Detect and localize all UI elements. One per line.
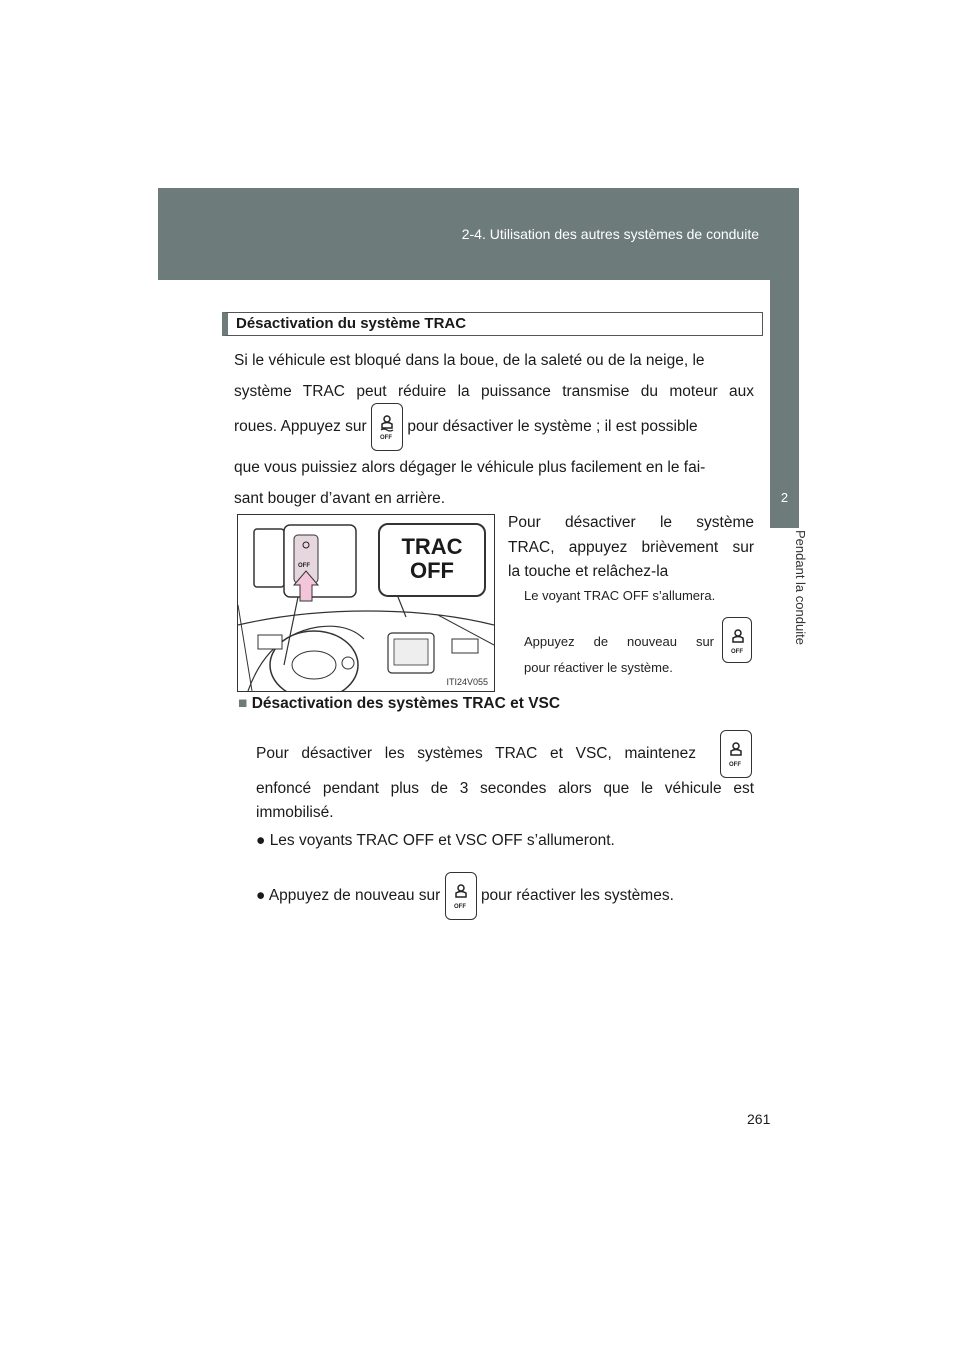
chapter-number: 2 — [780, 490, 789, 505]
chapter-title: 2-4. Utilisation des autres systèmes de conduite — [461, 226, 759, 242]
bullet-2b-text: pour réactiver les systèmes. — [480, 887, 674, 905]
intro-line-3a: roues. Appuyez sur — [234, 418, 367, 435]
note-2a: Appuyez de nouveau sur — [524, 634, 714, 649]
subsection-line-2: enfoncé pendant plus de 3 secondes alors que le véhicule est — [256, 780, 754, 797]
svg-text:OFF: OFF — [453, 904, 466, 909]
callout-line-2: OFF — [410, 558, 454, 583]
page-number: 261 — [747, 1111, 771, 1127]
step1-line-3: la touche et relâchez-la — [508, 563, 669, 580]
intro-line-4: que vous puissiez alors dégager le véhicule plus facilement en le fai- — [234, 459, 706, 476]
step1-line-1: Pour désactiver le système — [508, 514, 754, 531]
subsection-title: Désactivation des systèmes TRAC et VSC — [251, 695, 561, 712]
svg-text:OFF: OFF — [298, 563, 310, 569]
vsc-off-icon — [445, 872, 477, 920]
bullet-marker: ● — [256, 887, 266, 905]
note-1: Le voyant TRAC OFF s’allumera. — [524, 588, 716, 603]
bullet-1-text: Les voyants TRAC OFF et VSC OFF s’allumeront. — [269, 832, 615, 849]
intro-line-5: sant bouger d’avant en arrière. — [234, 490, 446, 507]
chapter-tab — [770, 462, 799, 528]
intro-line-3 — [234, 402, 754, 452]
vsc-off-icon — [371, 403, 403, 451]
intro-line-3b: pour désactiver le système ; il est possible — [407, 418, 698, 435]
callout-line-1: TRAC — [401, 534, 463, 559]
figure-code: ITI24V055 — [446, 677, 488, 687]
step1-line-2: TRAC, appuyez brièvement sur — [508, 539, 754, 556]
header-band — [158, 188, 799, 280]
svg-text:OFF: OFF — [380, 434, 393, 440]
section-title-box — [222, 312, 763, 336]
intro-line-2: système TRAC peut réduire la puissance transmise du moteur aux — [234, 383, 754, 400]
subsection-line-1: Pour désactiver les systèmes TRAC et VSC, maintenez — [256, 745, 696, 762]
subsection-line-3: immobilisé. — [256, 804, 334, 821]
chapter-label: Pendant la conduite — [793, 530, 808, 645]
subsection-heading — [238, 695, 560, 713]
subsection-marker: ■ — [238, 695, 248, 712]
bullet-marker: ● — [256, 832, 266, 849]
note-2b: pour réactiver le système. — [524, 660, 673, 675]
intro-line-1: Si le véhicule est bloqué dans la boue, de la saleté ou de la neige, le — [234, 352, 705, 369]
side-tab-bar — [770, 280, 799, 462]
vsc-off-icon — [720, 730, 752, 778]
bullet-2a-text: Appuyez de nouveau sur — [268, 887, 441, 905]
trac-off-indicator-callout — [378, 523, 486, 597]
section-title: Désactivation du système TRAC — [236, 315, 467, 332]
vsc-off-icon — [722, 617, 752, 663]
svg-text:OFF: OFF — [731, 649, 743, 654]
svg-text:OFF: OFF — [729, 762, 741, 767]
bullet-2 — [256, 872, 674, 920]
bullet-1 — [256, 832, 615, 850]
